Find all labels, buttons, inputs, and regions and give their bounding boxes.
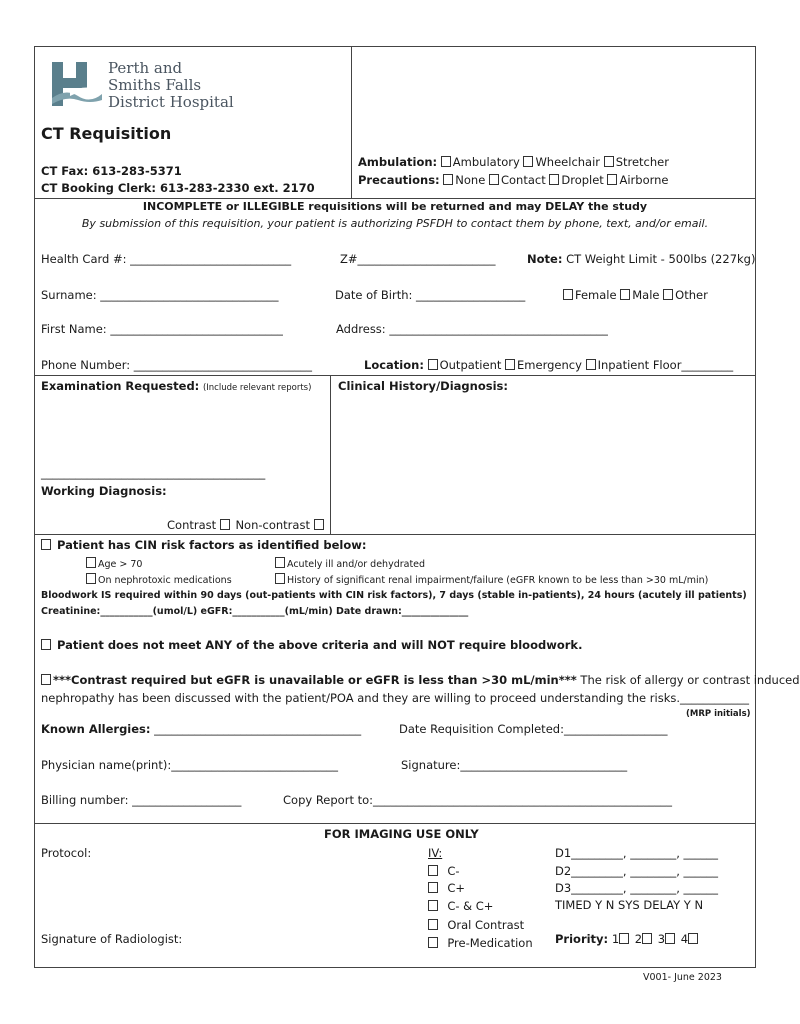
checkbox[interactable] [505,359,515,370]
address-field[interactable]: Address: ______________________________________ [336,322,608,336]
checkbox[interactable] [275,557,285,568]
location-options: Location: Outpatient Emergency Inpatient Floor_________ [364,358,734,372]
sex-other[interactable]: Other [663,288,708,302]
checkbox[interactable] [428,359,438,370]
d3-field[interactable]: D3_________, ________, ______ [555,881,719,895]
checkbox[interactable] [428,919,438,930]
iv-option-c-minus[interactable]: C- [428,864,460,878]
exam-top-rule [34,375,756,376]
allergies-field[interactable]: Known Allergies: ____________________________________ [41,722,362,736]
checkbox[interactable] [428,865,438,876]
precautions-contact[interactable]: Contact [489,173,546,187]
iv-label: IV: [428,846,443,860]
sex-male[interactable]: Male [620,288,659,302]
working-diagnosis-label: Working Diagnosis: [41,484,167,498]
checkbox[interactable] [220,519,230,530]
checkbox[interactable] [489,174,499,185]
checkbox[interactable] [86,573,96,584]
no-criteria-option[interactable]: Patient does not meet ANY of the above criteria and will NOT require bloodwork. [41,638,582,652]
hospital-logo-icon [50,58,102,110]
imaging-top-rule [34,823,756,824]
iv-option-c-plus[interactable]: C+ [428,881,465,895]
surname-field[interactable]: Surname: _______________________________ [41,288,279,302]
ambulation-ambulatory[interactable]: Ambulatory [441,155,520,169]
cin-renal[interactable]: History of significant renal impairment/failure (eGFR known to be less than >30 mL/min) [275,573,708,586]
contrast-options [167,518,326,532]
checkbox[interactable] [428,900,438,911]
checkbox[interactable] [441,156,451,167]
ct-fax: CT Fax: 613-283-5371 [41,164,182,178]
checkbox[interactable] [523,156,533,167]
physician-signature-field[interactable]: Signature:_____________________________ [401,758,628,772]
sex-options [563,288,708,302]
checkbox[interactable] [563,289,573,300]
location-outpatient[interactable]: Outpatient [428,358,502,372]
first-name-field[interactable]: First Name: ______________________________ [41,322,283,336]
contrast-required-line-1[interactable]: ***Contrast required but eGFR is unavailable or eGFR is less than >30 mL/min*** The risk of allergy or contrast induced [41,673,800,687]
z-number-field[interactable]: Z#________________________ [340,252,496,266]
cin-acute[interactable]: Acutely ill and/or dehydrated [275,557,425,570]
ambulation-row [358,155,669,169]
priority-1[interactable]: 1 [612,932,631,946]
checkbox[interactable] [665,933,675,944]
iv-option-both[interactable]: C- & C+ [428,899,493,913]
ct-booking-clerk: CT Booking Clerk: 613-283-2330 ext. 2170 [41,181,315,195]
iv-option-premed[interactable]: Pre-Medication [428,936,533,950]
priority-2[interactable]: 2 [635,932,654,946]
cin-age[interactable]: Age > 70 [86,557,142,570]
checkbox[interactable] [428,937,438,948]
weight-note: Note: CT Weight Limit - 500lbs (227kg) [527,252,756,266]
timed-sys-delay[interactable]: TIMED Y N SYS DELAY Y N [555,898,704,912]
checkbox[interactable] [604,156,614,167]
checkbox[interactable] [642,933,652,944]
priority-4[interactable]: 4 [681,932,700,946]
hospital-name-line-1: Perth and [108,59,183,77]
priority-3[interactable]: 3 [658,932,677,946]
ambulation-label: Ambulation: [358,155,438,169]
precautions-label: Precautions: [358,173,440,187]
header-bottom-rule [34,198,756,199]
d2-field[interactable]: D2_________, ________, ______ [555,864,719,878]
priority-options: Priority: 1 2 3 4 [555,932,700,946]
checkbox[interactable] [688,933,698,944]
checkbox[interactable] [586,359,596,370]
location-inpatient[interactable]: Inpatient Floor_________ [586,358,734,372]
checkbox[interactable] [663,289,673,300]
checkbox[interactable] [41,674,51,685]
hospital-name-line-3: District Hospital [108,93,234,111]
clinical-history-label: Clinical History/Diagnosis: [338,379,508,393]
ambulation-stretcher[interactable]: Stretcher [604,155,669,169]
dob-field[interactable]: Date of Birth: ___________________ [335,288,526,302]
header-divider [351,46,352,198]
health-card-field[interactable]: Health Card #: ____________________________ [41,252,292,266]
billing-number-field[interactable]: Billing number: ___________________ [41,793,242,807]
checkbox[interactable] [607,174,617,185]
location-emergency[interactable]: Emergency [505,358,582,372]
phone-field[interactable]: Phone Number: _______________________________ [41,358,313,372]
bloodwork-requirement: Bloodwork IS required within 90 days (out-patients with CIN risk factors), 7 days (stable in-patients), 24 hours (acutely ill patients) [41,590,747,601]
radiologist-signature-label: Signature of Radiologist: [41,932,183,946]
sex-female[interactable]: Female [563,288,617,302]
precautions-droplet[interactable]: Droplet [549,173,603,187]
date-completed-field[interactable]: Date Requisition Completed:__________________ [399,722,668,736]
physician-name-field[interactable]: Physician name(print):_____________________________ [41,758,338,772]
contrast-option[interactable]: Contrast [167,518,232,532]
copy-report-field[interactable]: Copy Report to:____________________________________________________ [283,793,673,807]
exam-divider [330,375,331,534]
exam-requested-label: Examination Requested: (Include relevant reports) [41,379,312,393]
precautions-none[interactable]: None [443,173,485,187]
cin-header[interactable]: Patient has CIN risk factors as identified below: [41,538,366,552]
exam-requested-line[interactable]: _______________________________________ [41,466,266,480]
creatinine-egfr-fields[interactable]: Creatinine:___________(umol/L) eGFR:___________(mL/min) Date drawn:______________ [41,606,469,617]
protocol-label: Protocol: [41,846,92,860]
page-title: CT Requisition [41,124,172,143]
iv-option-oral[interactable]: Oral Contrast [428,918,524,932]
consent-notice: By submission of this requisition, your patient is authorizing PSFDH to contact them by phone, text, and/or email. [81,217,709,230]
checkbox[interactable] [314,519,324,530]
ambulation-wheelchair[interactable]: Wheelchair [523,155,600,169]
precautions-airborne[interactable]: Airborne [607,173,668,187]
checkbox[interactable] [86,557,96,568]
checkbox[interactable] [275,573,285,584]
mrp-initials-label: (MRP initials) [686,709,751,719]
cin-top-rule [34,534,756,535]
checkbox[interactable] [443,174,453,185]
precautions-row [358,173,669,187]
d1-field[interactable]: D1_________, ________, ______ [555,846,719,860]
imaging-use-header: FOR IMAGING USE ONLY [324,827,479,841]
hospital-name-line-2: Smiths Falls [108,76,202,94]
checkbox[interactable] [619,933,629,944]
version-label: V001- June 2023 [643,972,722,983]
incomplete-warning: INCOMPLETE or ILLEGIBLE requisitions will be returned and may DELAY the study [142,200,648,213]
checkbox[interactable] [549,174,559,185]
checkbox[interactable] [41,539,51,550]
checkbox[interactable] [620,289,630,300]
non-contrast-option[interactable]: Non-contrast [235,518,325,532]
checkbox[interactable] [428,882,438,893]
contrast-required-line-2[interactable]: nephropathy has been discussed with the patient/POA and they are willing to proceed understanding the risks.____________ [41,691,749,705]
checkbox[interactable] [41,639,51,650]
hospital-logo [50,58,102,113]
cin-nephrotoxic[interactable]: On nephrotoxic medications [86,573,232,586]
